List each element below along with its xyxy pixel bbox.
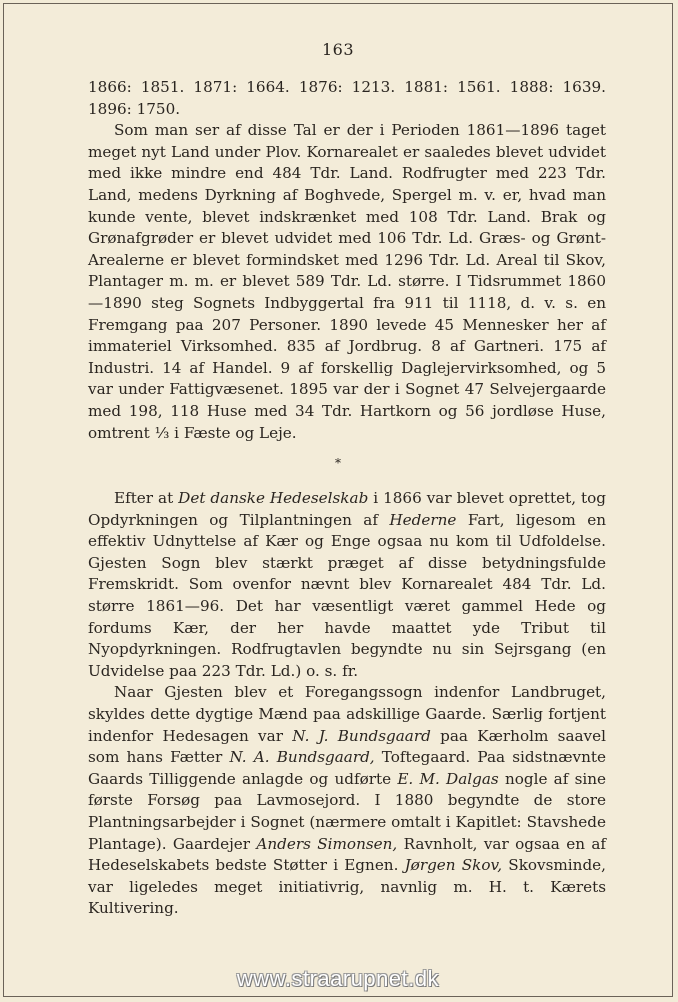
text-block-statistics [88, 77, 606, 444]
text-run: i 1866 var blevet oprettet, tog Opdyrkningen og Tilplantningen af [88, 489, 606, 529]
page-number: 163 [321, 40, 355, 59]
text-block-hedeselskab [88, 488, 606, 920]
book-page [3, 3, 673, 997]
text-run: Fart, ligesom en effektiv Udnyttelse af Kær og Enge ogsaa nu kom til Udfoldelse. Gjesten Sogn blev stærkt præget af disse betydningsfulde Fremskridt. Som ovenfor nævnt blev Kornarealet 484 Tdr. Ld. større 1861—96. Det har væsentligt været gammel Hede og fordums Kær, der her havde maattet yde Tribut til Nyopdyrkningen. Rodfrugtavlen begyndte nu sin Sejrsgang (en Udvidelse paa 223 Tdr. Ld.) o. s. fr. [88, 510, 606, 680]
text-run: Ravnholt, var ogsaa en af Hedeselskabets bedste Støtter i Egnen. [88, 834, 606, 875]
text-run: nogle af sine første Forsøg paa Lavmosejord. I 1880 begyndte de store Plantningsarbejder i Sognet (nærmere omtalt i Kapitlet: Stavshede Plantage). Gaardejer [88, 769, 607, 853]
land-use-paragraph: Som man ser af disse Tal er der i Perioden 1861—1896 taget meget nyt Land under Plov. Kornarealet er saaledes blevet udvidet med ikke mindre end 484 Tdr. Land. Rodfrugter med 223 Tdr. Land, medens Dyrkning af Boghvede, Spergel m. v. er, hvad man kunde vente, blevet indskrænket med 108 Tdr. Land. Brak og Grønafgrøder er blevet udvidet med 106 Tdr. Ld. Græs- og Grønt-Arealerne er blevet formindsket med 1296 Tdr. Ld. Areal til Skov, Plantager m. m. er blevet 589 Tdr. Ld. større. I Tidsrummet 1860—1890 steg Sognets Indbyggertal fra 911 til 1118, d. v. s. en Fremgang paa 207 Personer. 1890 levede 45 Mennesker her af immateriel Virksomhed. 835 af Jordbrug. 8 af Gartneri. 175 af Industri. 14 af Handel. 9 af forskellig Daglejervirksomhed, og 5 var under Fattigvæsenet. 1895 var der i Sognet 47 Selvejergaarde med 198, 118 Huse med 34 Tdr. Hartkorn og 56 jordløse Huse, omtrent ⅓ i Fæste og Leje. [88, 121, 606, 442]
text-run: paa Kærholm saavel som hans Fætter [88, 726, 606, 767]
text-run: Efter at [114, 489, 179, 507]
text-run: Naar Gjesten blev et Foregangssogn indenfor Landbruget, skyldes dette dygtige Mænd paa adskillige Gaarde. Særlig fortjent indenfor Hedesagen var [88, 683, 606, 745]
section-separator: * [335, 456, 341, 470]
text-run: Toftegaard. Paa sidstnævnte Gaards Tilliggende anlagde og udførte [88, 748, 606, 788]
italic-name: Det danske Hedeselskab [178, 489, 369, 507]
text-run: Skovsminde, var ligeledes meget initiativrig, navnlig m. H. t. Kærets Kultivering. [88, 856, 606, 918]
hedeselskab-paragraph [88, 488, 606, 682]
italic-name: Hederne [389, 510, 457, 529]
pioneers-paragraph [88, 682, 606, 920]
italic-name: Jørgen Skov, [404, 856, 503, 875]
population-years-paragraph: 1866: 1851. 1871: 1664. 1876: 1213. 1881: 1561. 1888: 1639. 1896: 1750. [88, 78, 606, 118]
italic-name: N. J. Bundsgaard [292, 726, 431, 745]
italic-name: N. A. Bundsgaard, [229, 748, 375, 767]
italic-name: Anders Simonsen, [256, 834, 398, 853]
italic-name: E. M. Dalgas [397, 769, 499, 788]
watermark: www.straarupnet.dk [236, 966, 440, 991]
